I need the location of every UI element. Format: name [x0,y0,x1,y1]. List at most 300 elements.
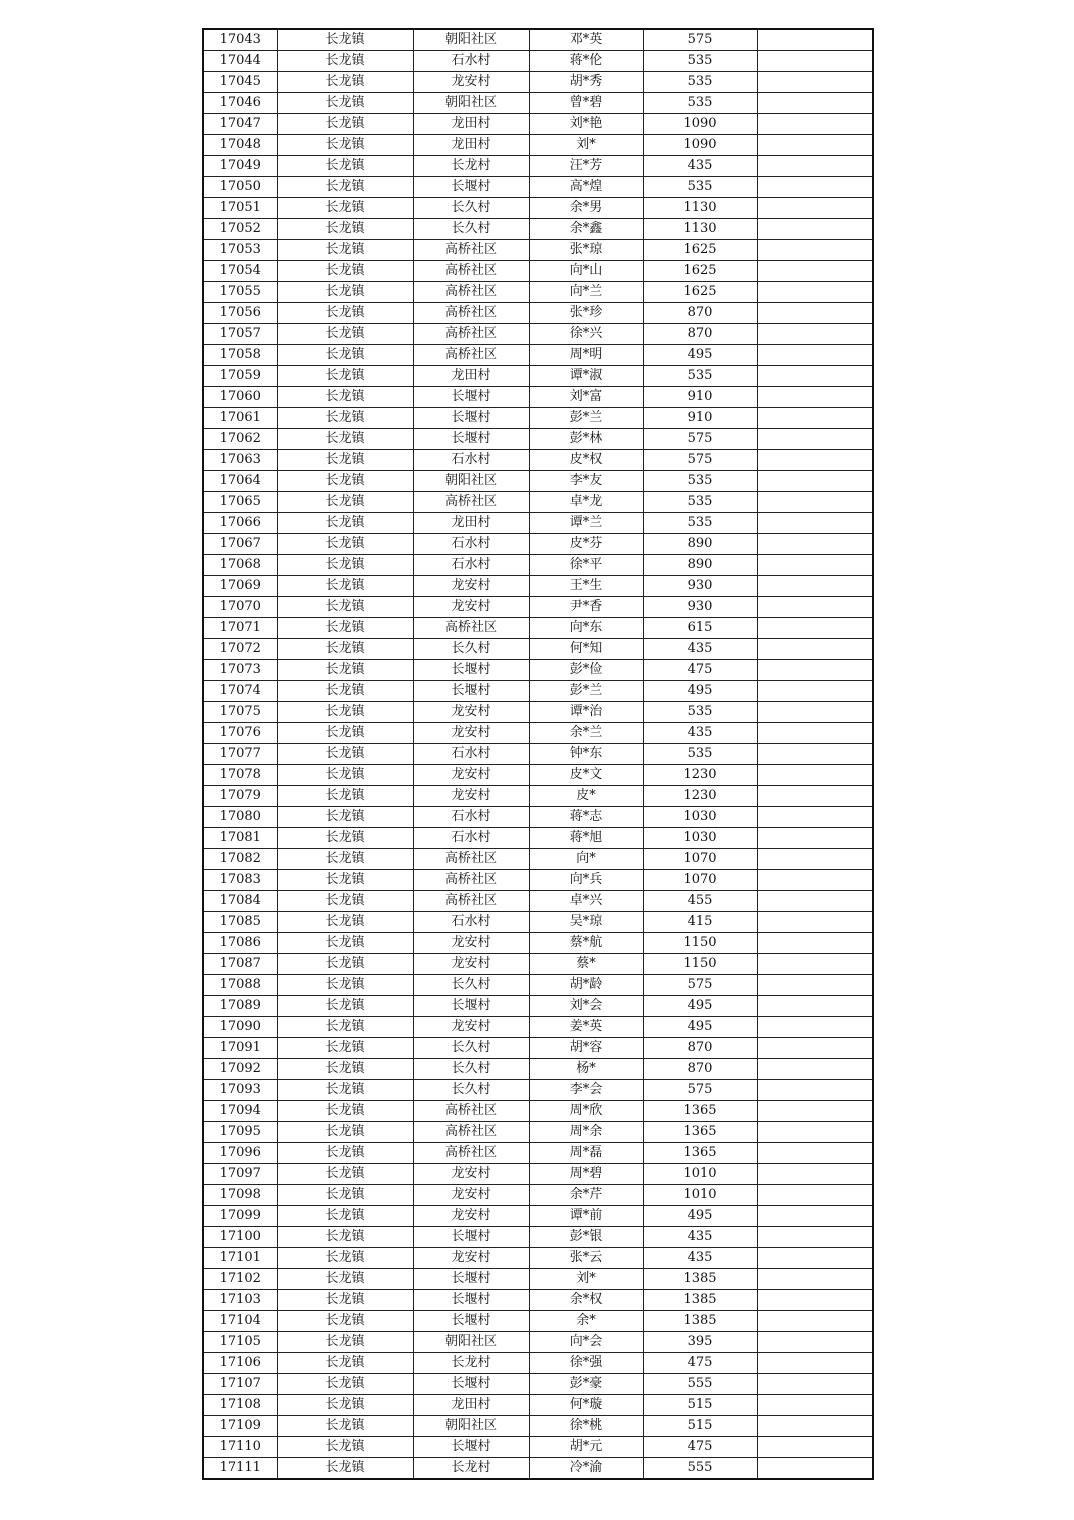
record-id-cell: 17046 [203,93,277,114]
town-cell: 长龙镇 [277,723,413,744]
amount-cell: 910 [643,387,757,408]
village-cell: 石水村 [413,450,529,471]
record-id-cell: 17089 [203,996,277,1017]
town-cell: 长龙镇 [277,1017,413,1038]
name-cell: 蒋*伦 [529,51,643,72]
record-id-cell: 17086 [203,933,277,954]
table-row [203,471,873,492]
table-row [203,408,873,429]
record-id-cell: 17058 [203,345,277,366]
table-row [203,1353,873,1374]
amount-cell: 890 [643,534,757,555]
village-cell: 长堰村 [413,681,529,702]
village-cell: 高桥社区 [413,324,529,345]
town-cell: 长龙镇 [277,93,413,114]
table-row [203,135,873,156]
remark-cell [757,29,873,51]
table-row [203,870,873,891]
town-cell: 长龙镇 [277,72,413,93]
village-cell: 龙安村 [413,1206,529,1227]
amount-cell: 435 [643,1227,757,1248]
name-cell: 谭*前 [529,1206,643,1227]
name-cell: 胡*容 [529,1038,643,1059]
record-id-cell: 17102 [203,1269,277,1290]
remark-cell [757,240,873,261]
amount-cell: 1150 [643,933,757,954]
table-row [203,303,873,324]
name-cell: 彭*豪 [529,1374,643,1395]
amount-cell: 555 [643,1374,757,1395]
amount-cell: 930 [643,597,757,618]
amount-cell: 495 [643,345,757,366]
village-cell: 龙安村 [413,72,529,93]
amount-cell: 435 [643,723,757,744]
amount-cell: 1070 [643,870,757,891]
remark-cell [757,1374,873,1395]
remark-cell [757,1143,873,1164]
remark-cell [757,303,873,324]
amount-cell: 1030 [643,807,757,828]
remark-cell [757,1080,873,1101]
record-id-cell: 17053 [203,240,277,261]
record-id-cell: 17045 [203,72,277,93]
village-cell: 长堰村 [413,996,529,1017]
amount-cell: 870 [643,324,757,345]
table-row [203,618,873,639]
amount-cell: 1150 [643,954,757,975]
amount-cell: 535 [643,492,757,513]
village-cell: 龙田村 [413,135,529,156]
record-id-cell: 17070 [203,597,277,618]
record-id-cell: 17096 [203,1143,277,1164]
name-cell: 刘* [529,1269,643,1290]
town-cell: 长龙镇 [277,807,413,828]
amount-cell: 1230 [643,765,757,786]
town-cell: 长龙镇 [277,1374,413,1395]
town-cell: 长龙镇 [277,513,413,534]
name-cell: 蒋*志 [529,807,643,828]
remark-cell [757,1311,873,1332]
amount-cell: 910 [643,408,757,429]
remark-cell [757,1332,873,1353]
table-row [203,387,873,408]
town-cell: 长龙镇 [277,912,413,933]
table-row [203,1101,873,1122]
record-id-cell: 17079 [203,786,277,807]
name-cell: 王*生 [529,576,643,597]
name-cell: 吴*琼 [529,912,643,933]
name-cell: 胡*元 [529,1437,643,1458]
name-cell: 蔡* [529,954,643,975]
remark-cell [757,408,873,429]
amount-cell: 535 [643,471,757,492]
table-row [203,1206,873,1227]
name-cell: 徐*兴 [529,324,643,345]
amount-cell: 435 [643,1248,757,1269]
name-cell: 曾*碧 [529,93,643,114]
table-row [203,828,873,849]
name-cell: 徐*桃 [529,1416,643,1437]
village-cell: 龙安村 [413,597,529,618]
name-cell: 余*鑫 [529,219,643,240]
table-row [203,345,873,366]
table-row [203,912,873,933]
town-cell: 长龙镇 [277,975,413,996]
town-cell: 长龙镇 [277,345,413,366]
village-cell: 长久村 [413,1080,529,1101]
remark-cell [757,1416,873,1437]
village-cell: 高桥社区 [413,282,529,303]
name-cell: 卓*龙 [529,492,643,513]
remark-cell [757,261,873,282]
name-cell: 钟*东 [529,744,643,765]
name-cell: 周*磊 [529,1143,643,1164]
town-cell: 长龙镇 [277,51,413,72]
name-cell: 余*男 [529,198,643,219]
amount-cell: 870 [643,303,757,324]
name-cell: 皮*文 [529,765,643,786]
name-cell: 向*兰 [529,282,643,303]
town-cell: 长龙镇 [277,891,413,912]
remark-cell [757,1353,873,1374]
town-cell: 长龙镇 [277,744,413,765]
amount-cell: 475 [643,1353,757,1374]
village-cell: 龙田村 [413,513,529,534]
record-id-cell: 17060 [203,387,277,408]
village-cell: 高桥社区 [413,849,529,870]
record-id-cell: 17083 [203,870,277,891]
name-cell: 冷*渝 [529,1458,643,1480]
town-cell: 长龙镇 [277,135,413,156]
amount-cell: 1130 [643,219,757,240]
village-cell: 长久村 [413,219,529,240]
record-id-cell: 17082 [203,849,277,870]
village-cell: 石水村 [413,912,529,933]
name-cell: 刘*艳 [529,114,643,135]
name-cell: 彭*兰 [529,681,643,702]
record-id-cell: 17097 [203,1164,277,1185]
amount-cell: 395 [643,1332,757,1353]
town-cell: 长龙镇 [277,1395,413,1416]
town-cell: 长龙镇 [277,1227,413,1248]
table-row [203,765,873,786]
table-row [203,219,873,240]
town-cell: 长龙镇 [277,324,413,345]
village-cell: 长堰村 [413,660,529,681]
name-cell: 周*明 [529,345,643,366]
record-id-cell: 17073 [203,660,277,681]
table-row [203,1248,873,1269]
village-cell: 龙安村 [413,576,529,597]
table-row [203,1122,873,1143]
town-cell: 长龙镇 [277,1059,413,1080]
town-cell: 长龙镇 [277,1164,413,1185]
table-row [203,639,873,660]
remark-cell [757,1227,873,1248]
table-row [203,156,873,177]
record-id-cell: 17091 [203,1038,277,1059]
record-id-cell: 17044 [203,51,277,72]
town-cell: 长龙镇 [277,702,413,723]
amount-cell: 515 [643,1395,757,1416]
town-cell: 长龙镇 [277,282,413,303]
record-id-cell: 17062 [203,429,277,450]
amount-cell: 535 [643,177,757,198]
amount-cell: 870 [643,1038,757,1059]
record-id-cell: 17090 [203,1017,277,1038]
remark-cell [757,681,873,702]
town-cell: 长龙镇 [277,387,413,408]
remark-cell [757,765,873,786]
town-cell: 长龙镇 [277,1332,413,1353]
town-cell: 长龙镇 [277,597,413,618]
record-id-cell: 17088 [203,975,277,996]
town-cell: 长龙镇 [277,618,413,639]
town-cell: 长龙镇 [277,1269,413,1290]
table-row [203,849,873,870]
remark-cell [757,954,873,975]
amount-cell: 575 [643,29,757,51]
village-cell: 石水村 [413,744,529,765]
record-id-cell: 17087 [203,954,277,975]
village-cell: 高桥社区 [413,303,529,324]
table-row [203,555,873,576]
record-id-cell: 17093 [203,1080,277,1101]
amount-cell: 1130 [643,198,757,219]
record-id-cell: 17098 [203,1185,277,1206]
amount-cell: 930 [643,576,757,597]
amount-cell: 495 [643,681,757,702]
amount-cell: 1030 [643,828,757,849]
record-id-cell: 17111 [203,1458,277,1480]
remark-cell [757,975,873,996]
town-cell: 长龙镇 [277,303,413,324]
amount-cell: 515 [643,1416,757,1437]
amount-cell: 1625 [643,282,757,303]
village-cell: 高桥社区 [413,492,529,513]
remark-cell [757,450,873,471]
amount-cell: 870 [643,1059,757,1080]
record-id-cell: 17074 [203,681,277,702]
town-cell: 长龙镇 [277,471,413,492]
name-cell: 尹*香 [529,597,643,618]
table-row [203,72,873,93]
name-cell: 向*山 [529,261,643,282]
remark-cell [757,1395,873,1416]
table-row [203,1437,873,1458]
record-id-cell: 17055 [203,282,277,303]
village-cell: 长久村 [413,1059,529,1080]
village-cell: 龙安村 [413,702,529,723]
village-cell: 高桥社区 [413,891,529,912]
table-row [203,1080,873,1101]
record-id-cell: 17056 [203,303,277,324]
remark-cell [757,429,873,450]
town-cell: 长龙镇 [277,534,413,555]
town-cell: 长龙镇 [277,933,413,954]
amount-cell: 535 [643,51,757,72]
remark-cell [757,1437,873,1458]
village-cell: 长久村 [413,975,529,996]
village-cell: 长久村 [413,198,529,219]
town-cell: 长龙镇 [277,681,413,702]
name-cell: 蒋*旭 [529,828,643,849]
record-id-cell: 17061 [203,408,277,429]
table-row [203,534,873,555]
record-id-cell: 17078 [203,765,277,786]
name-cell: 高*煌 [529,177,643,198]
name-cell: 余*兰 [529,723,643,744]
village-cell: 龙安村 [413,1017,529,1038]
village-cell: 高桥社区 [413,1101,529,1122]
record-id-cell: 17075 [203,702,277,723]
village-cell: 长堰村 [413,1374,529,1395]
table-row [203,681,873,702]
remark-cell [757,198,873,219]
remark-cell [757,1038,873,1059]
village-cell: 长堰村 [413,387,529,408]
record-table-body [203,29,873,1479]
remark-cell [757,1059,873,1080]
record-id-cell: 17107 [203,1374,277,1395]
town-cell: 长龙镇 [277,765,413,786]
name-cell: 徐*平 [529,555,643,576]
table-row [203,975,873,996]
name-cell: 余*芹 [529,1185,643,1206]
table-row [203,954,873,975]
amount-cell: 535 [643,744,757,765]
town-cell: 长龙镇 [277,29,413,51]
record-id-cell: 17065 [203,492,277,513]
name-cell: 周*欣 [529,1101,643,1122]
record-id-cell: 17108 [203,1395,277,1416]
town-cell: 长龙镇 [277,1038,413,1059]
name-cell: 皮*芬 [529,534,643,555]
remark-cell [757,618,873,639]
table-row [203,933,873,954]
remark-cell [757,534,873,555]
name-cell: 胡*龄 [529,975,643,996]
table-row [203,723,873,744]
amount-cell: 535 [643,366,757,387]
record-id-cell: 17049 [203,156,277,177]
name-cell: 彭*银 [529,1227,643,1248]
remark-cell [757,786,873,807]
amount-cell: 1385 [643,1290,757,1311]
record-id-cell: 17101 [203,1248,277,1269]
remark-cell [757,219,873,240]
name-cell: 向*东 [529,618,643,639]
name-cell: 邓*英 [529,29,643,51]
remark-cell [757,555,873,576]
record-id-cell: 17071 [203,618,277,639]
village-cell: 高桥社区 [413,240,529,261]
amount-cell: 535 [643,513,757,534]
town-cell: 长龙镇 [277,198,413,219]
record-id-cell: 17076 [203,723,277,744]
record-id-cell: 17103 [203,1290,277,1311]
village-cell: 龙安村 [413,765,529,786]
table-row [203,1164,873,1185]
table-row [203,744,873,765]
table-row [203,29,873,51]
remark-cell [757,1164,873,1185]
table-row [203,177,873,198]
village-cell: 长堰村 [413,1311,529,1332]
record-id-cell: 17069 [203,576,277,597]
table-row [203,450,873,471]
table-row [203,282,873,303]
name-cell: 胡*秀 [529,72,643,93]
table-row [203,198,873,219]
town-cell: 长龙镇 [277,870,413,891]
table-row [203,93,873,114]
remark-cell [757,912,873,933]
record-id-cell: 17068 [203,555,277,576]
town-cell: 长龙镇 [277,1353,413,1374]
amount-cell: 495 [643,1206,757,1227]
amount-cell: 1385 [643,1269,757,1290]
amount-cell: 475 [643,1437,757,1458]
village-cell: 石水村 [413,534,529,555]
remark-cell [757,891,873,912]
town-cell: 长龙镇 [277,1185,413,1206]
town-cell: 长龙镇 [277,555,413,576]
name-cell: 何*知 [529,639,643,660]
table-row [203,429,873,450]
remark-cell [757,828,873,849]
remark-cell [757,1122,873,1143]
amount-cell: 495 [643,996,757,1017]
table-row [203,660,873,681]
name-cell: 杨* [529,1059,643,1080]
amount-cell: 555 [643,1458,757,1480]
table-row [203,261,873,282]
village-cell: 龙安村 [413,723,529,744]
remark-cell [757,1017,873,1038]
record-id-cell: 17064 [203,471,277,492]
name-cell: 彭*俭 [529,660,643,681]
record-id-cell: 17084 [203,891,277,912]
amount-cell: 1010 [643,1164,757,1185]
amount-cell: 1625 [643,240,757,261]
amount-cell: 475 [643,660,757,681]
remark-cell [757,387,873,408]
amount-cell: 1625 [643,261,757,282]
name-cell: 周*余 [529,1122,643,1143]
table-row [203,1227,873,1248]
village-cell: 长堰村 [413,1227,529,1248]
town-cell: 长龙镇 [277,786,413,807]
remark-cell [757,1206,873,1227]
village-cell: 长堰村 [413,1290,529,1311]
remark-cell [757,807,873,828]
amount-cell: 615 [643,618,757,639]
record-id-cell: 17048 [203,135,277,156]
village-cell: 长堰村 [413,1269,529,1290]
remark-cell [757,366,873,387]
amount-cell: 1010 [643,1185,757,1206]
remark-cell [757,849,873,870]
town-cell: 长龙镇 [277,660,413,681]
village-cell: 朝阳社区 [413,1332,529,1353]
name-cell: 皮* [529,786,643,807]
table-row [203,1059,873,1080]
record-id-cell: 17067 [203,534,277,555]
name-cell: 向*兵 [529,870,643,891]
village-cell: 龙安村 [413,1248,529,1269]
table-row [203,1374,873,1395]
